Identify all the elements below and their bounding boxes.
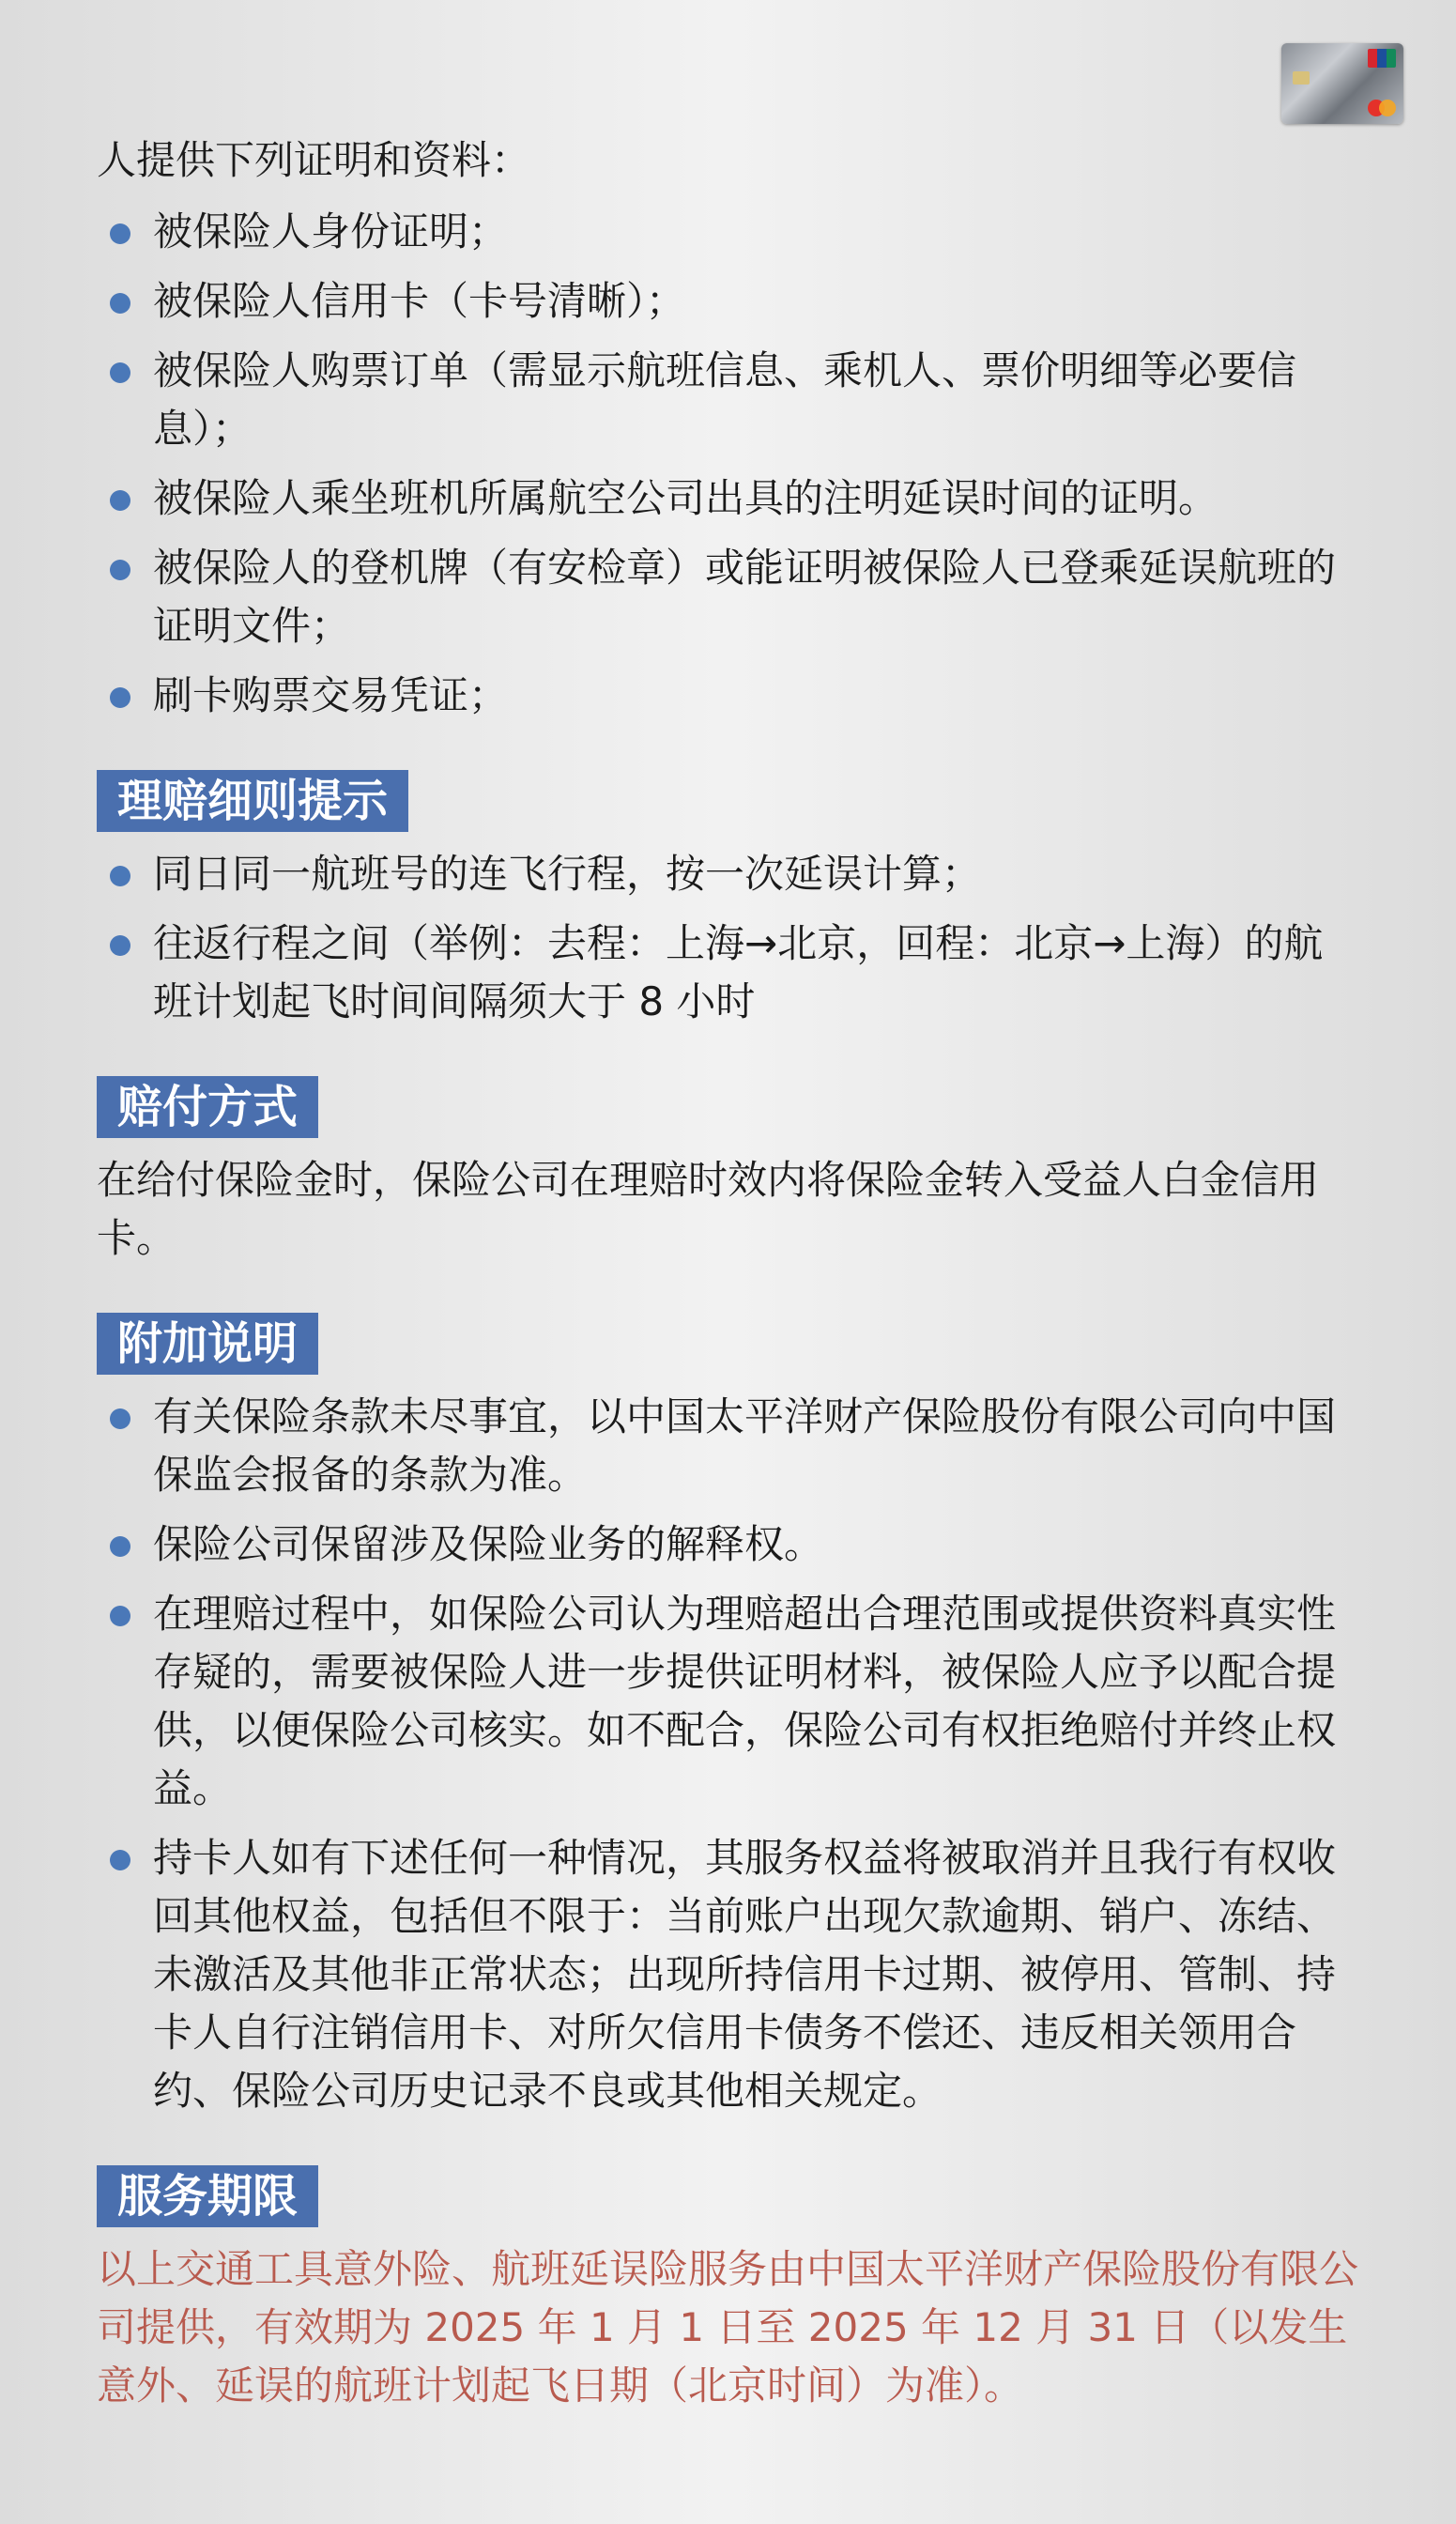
mastercard-logo-icon — [1368, 100, 1396, 116]
list-item: 刷卡购票交易凭证； — [97, 667, 1359, 725]
rules-heading: 理赔细则提示 — [97, 770, 408, 832]
list-item: 同日同一航班号的连飞行程，按一次延误计算； — [97, 845, 1359, 903]
docs-list — [97, 203, 1359, 725]
list-item: 有关保险条款未尽事宜，以中国太平洋财产保险股份有限公司向中国保监会报备的条款为准。 — [97, 1388, 1359, 1504]
list-item: 被保险人信用卡（卡号清晰）； — [97, 272, 1359, 331]
payment-heading: 赔付方式 — [97, 1076, 318, 1138]
list-item: 保险公司保留涉及保险业务的解释权。 — [97, 1516, 1359, 1574]
list-item: 被保险人乘坐班机所属航空公司出具的注明延误时间的证明。 — [97, 469, 1359, 528]
list-item: 持卡人如有下述任何一种情况，其服务权益将被取消并且我行有权收回其他权益，包括但不限于：当前账户出现欠款逾期、销户、冻结、未激活及其他非正常状态；出现所持信用卡过期、被停用、管制、持卡人自行注销信用卡、对所欠信用卡债务不偿还、违反相关领用合约、保险公司历史记录不良或其他相关规定。 — [97, 1829, 1359, 2120]
unionpay-logo-icon — [1368, 49, 1396, 68]
card-chip-icon — [1293, 71, 1310, 85]
term-heading: 服务期限 — [97, 2165, 318, 2227]
payment-section — [97, 1076, 1359, 1268]
notes-section — [97, 1313, 1359, 2120]
list-item: 被保险人的登机牌（有安检章）或能证明被保险人已登乘延误航班的证明文件； — [97, 539, 1359, 655]
rules-list — [97, 845, 1359, 1031]
list-item: 在理赔过程中，如保险公司认为理赔超出合理范围或提供资料真实性存疑的，需要被保险人进一步提供证明材料，被保险人应予以配合提供，以便保险公司核实。如不配合，保险公司有权拒绝赔付并终止权益。 — [97, 1585, 1359, 1818]
notes-list — [97, 1388, 1359, 2120]
notes-heading: 附加说明 — [97, 1313, 318, 1375]
list-item: 被保险人身份证明； — [97, 203, 1359, 261]
list-item: 往返行程之间（举例：去程：上海→北京，回程：北京→上海）的航班计划起飞时间间隔须大于 8 小时 — [97, 915, 1359, 1031]
payment-text: 在给付保险金时，保险公司在理赔时效内将保险金转入受益人白金信用卡。 — [97, 1157, 1320, 1261]
credit-card-thumbnail-icon — [1281, 43, 1403, 124]
term-section — [97, 2165, 1359, 2415]
term-text: 以上交通工具意外险、航班延误险服务由中国太平洋财产保险股份有限公司提供，有效期为 2025 年 1 月 1 日至 2025 年 12 月 31 日（以发生意外、延误的航班计划起飞日期（北京时间）为准）。 — [97, 2246, 1359, 2409]
document-body — [97, 131, 1359, 2415]
list-item: 被保险人购票订单（需显示航班信息、乘机人、票价明细等必要信息）； — [97, 342, 1359, 458]
intro-text: 人提供下列证明和资料： — [97, 137, 531, 183]
rules-section — [97, 770, 1359, 1031]
